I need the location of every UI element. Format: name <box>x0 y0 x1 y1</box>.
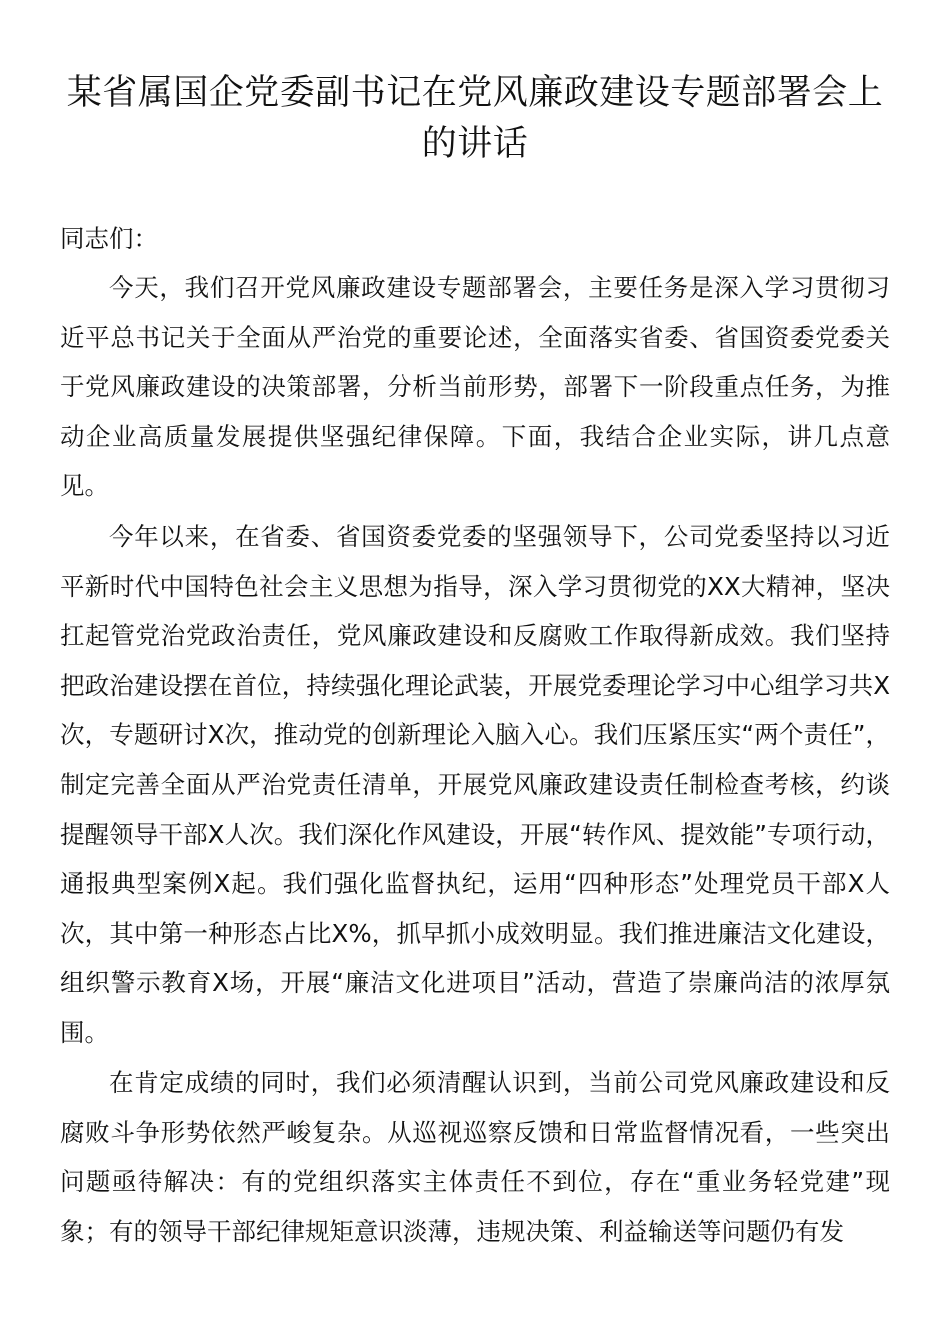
document-title: 某省属国企党委副书记在党风廉政建设专题部署会上的讲话 <box>66 73 884 164</box>
body-paragraph: 今天，我们召开党风廉政建设专题部署会，主要任务是深入学习贯彻习近平总书记关于全面从严治党的重要论述，全面落实省委、省国资委党委关于党风廉政建设的决策部署，分析当前形势，部署下一阶段重点任务，为推动企业高质量发展提供坚强纪律保障。下面，我结合企业实际，讲几点意见。 <box>60 273 890 501</box>
body-paragraph: 在肯定成绩的同时，我们必须清醒认识到，当前公司党风廉政建设和反腐败斗争形势依然严峻复杂。从巡视巡察反馈和日常监督情况看，一些突出问题亟待解决：有的党组织落实主体责任不到位，存在“重业务轻党建”现象；有的领导干部纪律规矩意识淡薄，违规决策、利益输送等问题仍有发 <box>60 1068 890 1246</box>
salutation: 同志们： <box>60 224 158 253</box>
body-paragraph: 今年以来，在省委、省国资委党委的坚强领导下，公司党委坚持以习近平新时代中国特色社会主义思想为指导，深入学习贯彻党的XX大精神，坚决扛起管党治党政治责任，党风廉政建设和反腐败工作取得新成效。我们坚持把政治建设摆在首位，持续强化理论武装，开展党委理论学习中心组学习共X次，专题研讨X次，推动党的创新理论入脑入心。我们压紧压实“两个责任”，制定完善全面从严治党责任清单，开展党风廉政建设责任制检查考核，约谈提醒领导干部X人次。我们深化作风建设，开展“转作风、提效能”专项行动，通报典型案例X起。我们强化监督执纪，运用“四种形态”处理党员干部X人次，其中第一种形态占比X%，抓早抓小成效明显。我们推进廉洁文化建设，组织警示教育X场，开展“廉洁文化进项目”活动，营造了崇廉尚洁的浓厚氛围。 <box>60 522 890 1047</box>
